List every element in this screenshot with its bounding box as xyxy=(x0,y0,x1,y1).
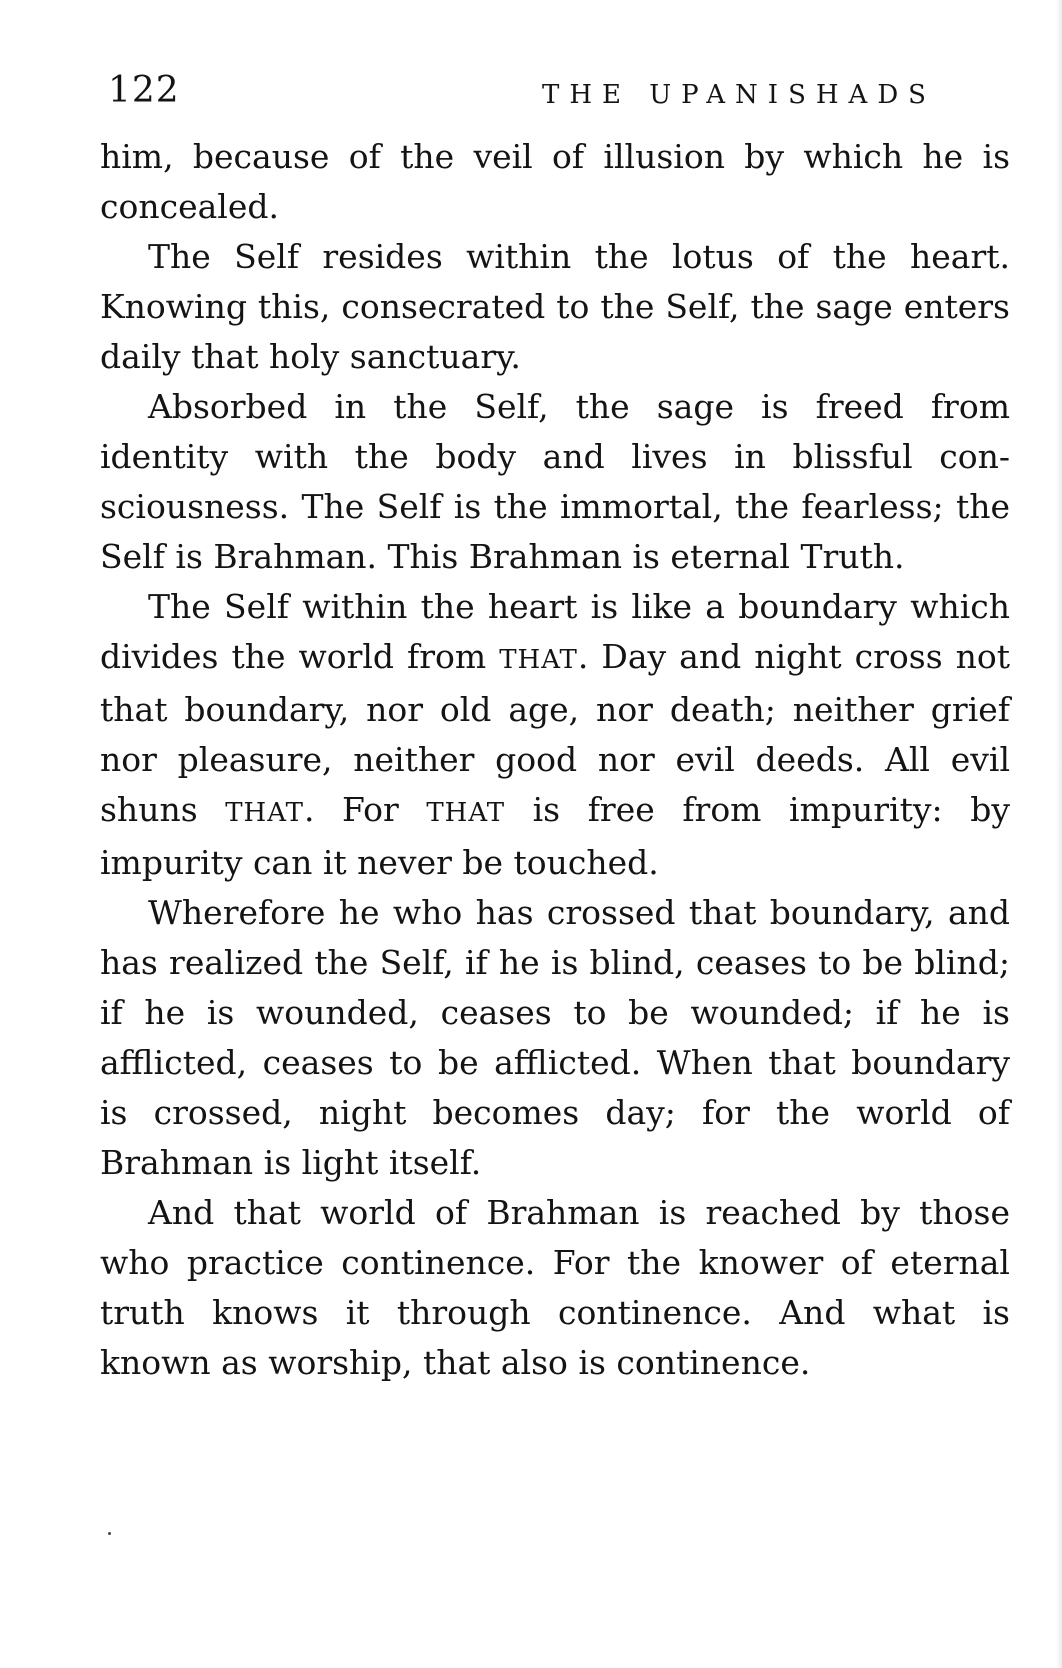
small-caps-that-2: THAT xyxy=(225,798,304,828)
paragraph-4-text-e: . For xyxy=(303,790,427,829)
small-caps-that-3: THAT xyxy=(426,798,506,828)
paragraph-4-text-g: is free from impurity: by impurity can it never be touched. xyxy=(100,790,1010,882)
paragraph-4-text-a: The Self within the heart is like a boundary which divides the world from xyxy=(100,587,1010,676)
paragraph-5: Wherefore he who has crossed that boundary, and has realized the Self, if he is blind, ceases to be blind; if he is wounded, ceases to be wounded; if he is afflicted, ceases to be afflicted. When that boundary is crossed, night becomes day; for the world of Brahman is light itself. xyxy=(100,893,1010,1182)
small-caps-that-1: THAT xyxy=(499,645,578,675)
paragraph-6: And that world of Brahman is reached by those who practice continence. For the knower of eternal truth knows it through continence. And what is known as worship, that also is continence. xyxy=(100,1193,1010,1382)
paragraph-3: Absorbed in the Self, the sage is freed from identity with the body and lives in blissful consciousness. The Self is the immortal, the fearless; the Self is Brahman. This Brahman is eternal Truth. xyxy=(100,387,1010,576)
stray-ink-dot xyxy=(108,1532,111,1535)
body-text xyxy=(100,132,1010,1388)
running-head xyxy=(0,70,1062,120)
page-edge-shadow xyxy=(1056,0,1062,1668)
paragraph-1: him, because of the veil of illusion by which he is concealed. xyxy=(100,137,1010,226)
paragraph-4-text-c: . Day and night cross not that boundary, nor old age, nor death; neither grief nor pleasure, neither good nor evil deeds. All evil shuns xyxy=(100,637,1010,829)
paragraph-4 xyxy=(100,582,1010,888)
paragraph-2: The Self resides within the lotus of the heart. Knowing this, consecrated to the Self, the sage enters daily that holy sanctuary. xyxy=(100,237,1010,376)
page-number: 122 xyxy=(108,70,180,111)
running-title: THE UPANISHADS xyxy=(542,80,936,110)
